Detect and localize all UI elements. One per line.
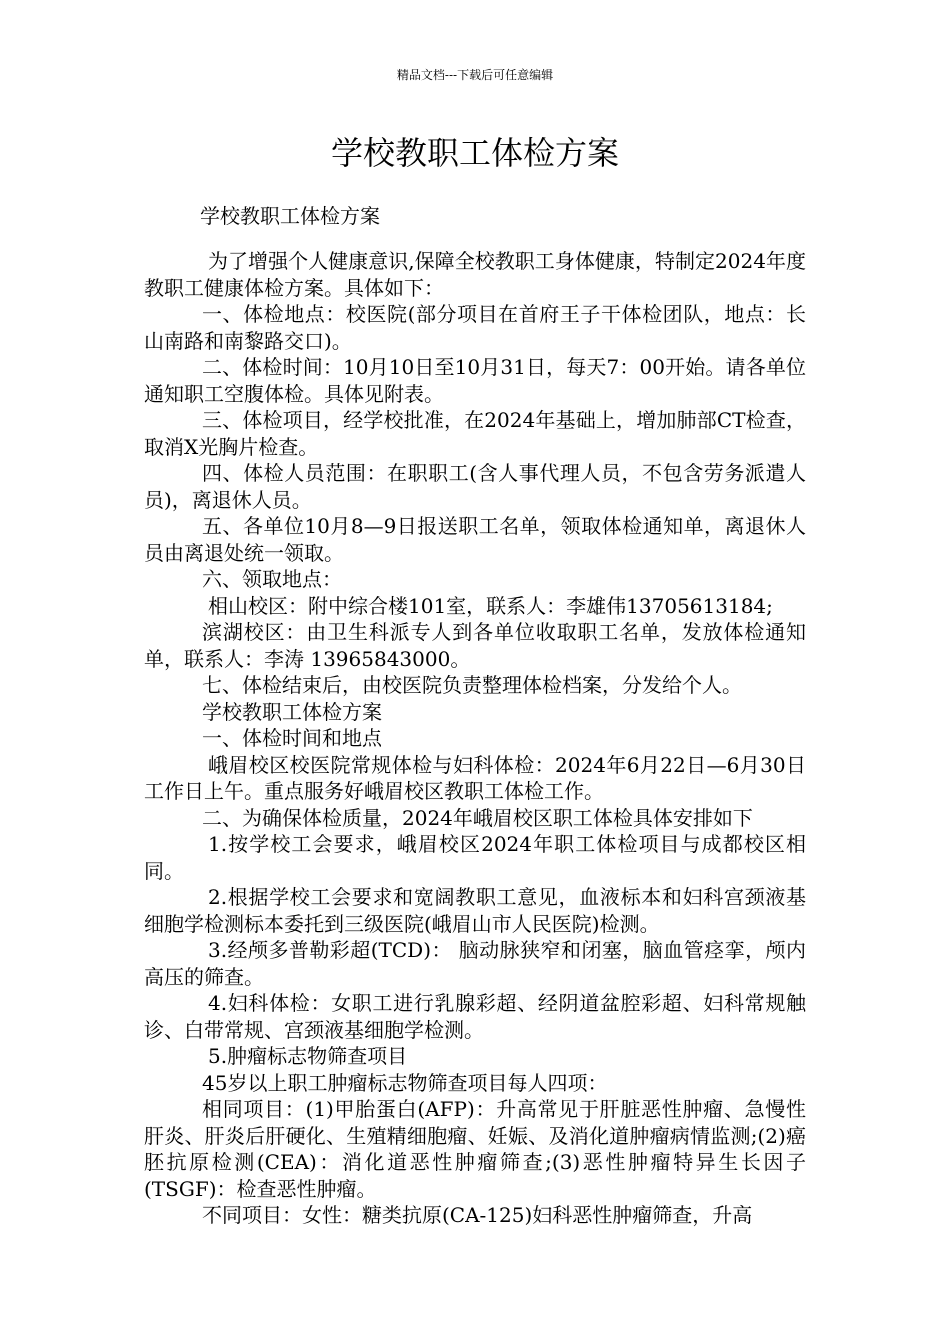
paragraph: 5.肿瘤标志物筛查项目 <box>208 1044 408 1068</box>
paragraph: 3.经颅多普勒彩超(TCD)： 脑动脉狭窄和闭塞，脑血管痉挛，颅内高压的筛查。 <box>144 938 806 989</box>
paragraph: 四、体检人员范围：在职职工(含人事代理人员，不包含劳务派遣人员)，离退休人员。 <box>144 461 806 512</box>
paragraph: 为了增强个人健康意识,保障全校教职工身体健康，特制定2024年度教职工健康体检方案。具体如下： <box>144 249 806 300</box>
paragraph: 三、体检项目，经学校批准，在2024年基础上，增加肺部CT检查，取消X光胸片检查。 <box>144 408 806 459</box>
subtitle: 学校教职工体检方案 <box>200 204 380 228</box>
page-title: 学校教职工体检方案 <box>330 134 619 172</box>
paragraph: 4.妇科体检：女职工进行乳腺彩超、经阴道盆腔彩超、妇科常规触诊、白带常规、宫颈液基细胞学检测。 <box>144 991 806 1042</box>
paragraph: 一、体检地点：校医院(部分项目在首府王子干体检团队，地点：长山南路和南黎路交口)。 <box>144 302 806 353</box>
paragraph: 不同项目：女性：糖类抗原(CA-125)妇科恶性肿瘤筛查，升高 <box>202 1203 753 1227</box>
paragraph: 二、为确保体检质量，2024年峨眉校区职工体检具体安排如下 <box>202 805 753 830</box>
paragraph: 二、体检时间：10月10日至10月31日，每天7：00开始。请各单位通知职工空腹体检。具体见附表。 <box>144 355 806 406</box>
paragraph: 一、体检时间和地点 <box>202 726 382 750</box>
paragraph: 六、领取地点： <box>202 567 342 591</box>
paragraph: 峨眉校区校医院常规体检与妇科体检：2024年6月22日—6月30日工作日上午。重点服务好峨眉校区教职工体检工作。 <box>144 752 806 803</box>
paragraph: 1.按学校工会要求，峨眉校区2024年职工体检项目与成都校区相同。 <box>144 832 806 883</box>
paragraph: 滨湖校区：由卫生科派专人到各单位收取职工名单，发放体检通知单，联系人：李涛 13965843000。 <box>144 620 806 671</box>
document-body <box>144 248 806 1229</box>
header-note: 精品文档---下载后可任意编辑 <box>396 68 554 82</box>
paragraph: 2.根据学校工会要求和宽阔教职工意见，血液标本和妇科宫颈液基细胞学检测标本委托到三级医院(峨眉山市人民医院)检测。 <box>144 885 806 936</box>
paragraph: 七、体检结束后，由校医院负责整理体检档案，分发给个人。 <box>202 673 742 697</box>
paragraph: 相山校区：附中综合楼101室，联系人：李雄伟13705613184; <box>208 593 773 618</box>
paragraph: 学校教职工体检方案 <box>202 699 382 724</box>
paragraph: 五、各单位10月8—9日报送职工名单，领取体检通知单，离退休人员由离退处统一领取。 <box>144 514 806 565</box>
paragraph: 相同项目：(1)甲胎蛋白(AFP)：升高常见于肝脏恶性肿瘤、急慢性肝炎、肝炎后肝硬化、生殖精细胞瘤、妊娠、及消化道肿瘤病情监测;(2)癌胚抗原检测(CEA)：消化道恶性肿瘤筛查;(3)恶性肿瘤特异生长因子(TSGF)：检查恶性肿瘤。 <box>144 1097 806 1201</box>
paragraph: 45岁以上职工肿瘤标志物筛查项目每人四项： <box>202 1070 608 1095</box>
